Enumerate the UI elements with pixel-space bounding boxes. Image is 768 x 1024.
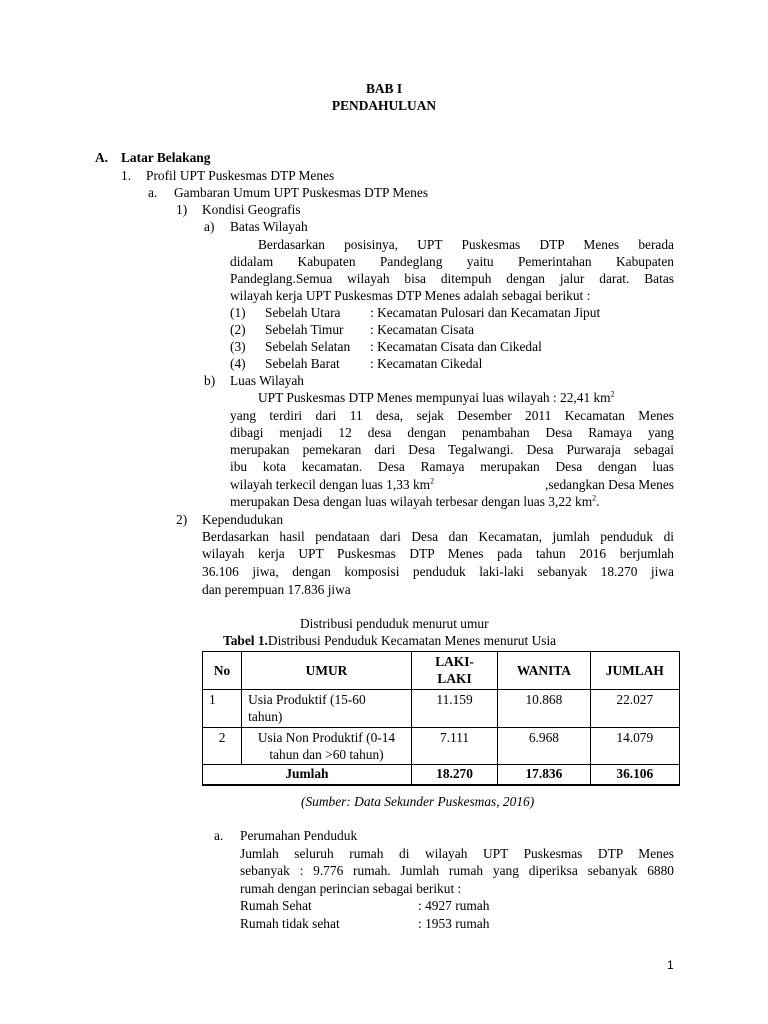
- cell-laki: 7.111: [411, 728, 497, 765]
- paragraph-line: Berdasarkan posisinya, UPT Puskesmas DTP Menes berada: [258, 237, 674, 252]
- item-title-geografis: Kondisi Geografis: [202, 202, 301, 217]
- paragraph-line: sebanyak : 9.776 rumah. Jumlah rumah yang diperiksa sebanyak 6880: [240, 863, 674, 878]
- paragraph-line: yang terdiri dari 11 desa, sejak Desember 2011 Kecamatan Menes: [230, 408, 674, 423]
- paragraph-line: Jumlah seluruh rumah di wilayah UPT Puskesmas DTP Menes: [240, 846, 674, 861]
- paragraph-line: Berdasarkan hasil pendataan dari Desa dan Kecamatan, jumlah penduduk di: [202, 529, 674, 544]
- total-jumlah: 36.106: [590, 764, 679, 785]
- section-marker: A.: [95, 150, 109, 165]
- cell-no: 1: [203, 690, 242, 728]
- border-list-number: (2): [230, 322, 246, 337]
- total-laki: 18.270: [411, 764, 497, 785]
- cell-umur: Usia Non Produktif (0-14 tahun dan >60 tahun): [242, 728, 412, 765]
- point-marker: a.: [148, 185, 158, 200]
- border-list-value: : Kecamatan Cisata dan Cikedal: [370, 339, 542, 354]
- housing-value: : 1953 rumah: [418, 916, 490, 931]
- border-list-direction: Sebelah Selatan: [265, 339, 351, 354]
- total-label: Jumlah: [203, 764, 412, 785]
- header-umur: UMUR: [242, 652, 412, 690]
- chapter-title: PENDAHULUAN: [331, 98, 437, 113]
- point-title-perumahan: Perumahan Penduduk: [240, 828, 358, 843]
- paragraph-line: wilayah kerja UPT Puskesmas DTP Menes adalah sebagai berikut :: [230, 288, 591, 303]
- cell-jumlah: 14.079: [590, 728, 679, 765]
- table-caption: Tabel 1.Distribusi Penduduk Kecamatan Menes menurut Usia: [223, 633, 557, 648]
- border-list-direction: Sebelah Utara: [265, 305, 341, 320]
- cell-wanita: 10.868: [498, 690, 590, 728]
- subitem-title-luas: Luas Wilayah: [230, 373, 304, 388]
- paragraph-line: ibu kota kecamatan. Desa Ramaya merupakan Desa dengan luas: [230, 459, 674, 474]
- border-list-number: (4): [230, 356, 246, 371]
- section-title: Latar Belakang: [121, 150, 211, 165]
- subitem-marker: b): [204, 373, 216, 388]
- paragraph-line: merupakan pemekaran dari Desa Tegalwangi. Desa Purwaraja sebagai: [230, 442, 674, 457]
- cell-jumlah: 22.027: [590, 690, 679, 728]
- population-table: [202, 651, 680, 786]
- header-no: No: [203, 652, 242, 690]
- border-list-number: (1): [230, 305, 246, 320]
- subsection-marker: 1.: [121, 168, 132, 183]
- chapter-number: BAB I: [365, 81, 403, 96]
- housing-label: Rumah tidak sehat: [240, 916, 340, 931]
- header-laki: LAKI- LAKI: [411, 652, 497, 690]
- table-row: [203, 690, 680, 728]
- paragraph-line: dan perempuan 17.836 jiwa: [202, 582, 351, 597]
- paragraph-line: Pandeglang.Semua wilayah bisa ditempuh dengan jalur darat. Batas: [230, 271, 674, 286]
- cell-wanita: 6.968: [498, 728, 590, 765]
- paragraph-line: rumah dengan perincian sebagai berikut :: [240, 881, 462, 896]
- housing-label: Rumah Sehat: [240, 898, 312, 913]
- paragraph-line: dibagi menjadi 12 desa dengan penambahan Desa Ramaya yang: [230, 425, 674, 440]
- border-list-direction: Sebelah Barat: [265, 356, 340, 371]
- subsection-title: Profil UPT Puskesmas DTP Menes: [146, 168, 335, 183]
- total-wanita: 17.836: [498, 764, 590, 785]
- table-total-row: [203, 764, 680, 785]
- subitem-marker: a): [204, 219, 215, 234]
- table-source: (Sumber: Data Sekunder Puskesmas, 2016): [301, 794, 535, 809]
- item-title-kependudukan: Kependudukan: [202, 512, 284, 527]
- table-row: [203, 728, 680, 765]
- border-list-value: : Kecamatan Pulosari dan Kecamatan Jiput: [370, 305, 601, 320]
- border-list-value: : Kecamatan Cisata: [370, 322, 475, 337]
- page-number: 1: [667, 958, 674, 972]
- border-list-direction: Sebelah Timur: [265, 322, 344, 337]
- border-list-value: : Kecamatan Cikedal: [370, 356, 483, 371]
- subitem-title-batas: Batas Wilayah: [230, 219, 308, 234]
- paragraph-line: UPT Puskesmas DTP Menes mempunyai luas wilayah : 22,41 $km^2$: [258, 389, 615, 405]
- paragraph-line: didalam Kabupaten Pandeglang yaitu Pemerintahan Kabupaten: [230, 254, 674, 269]
- item-marker: 2): [176, 512, 188, 527]
- header-jumlah: JUMLAH: [590, 652, 679, 690]
- border-list-number: (3): [230, 339, 246, 354]
- cell-no: 2: [203, 728, 242, 765]
- cell-laki: 11.159: [411, 690, 497, 728]
- point-title: Gambaran Umum UPT Puskesmas DTP Menes: [174, 185, 429, 200]
- paragraph-line: wilayah terkecil dengan luas 1,33 $km^2$ ,sedangkan Desa Menes: [230, 476, 674, 492]
- paragraph-line: wilayah kerja UPT Puskesmas DTP Menes pada tahun 2016 berjumlah: [202, 546, 674, 561]
- paragraph-line: merupakan Desa dengan luas wilayah terbesar dengan luas 3,22 $km^2$.: [230, 493, 600, 509]
- paragraph-line: 36.106 jiwa, dengan komposisi penduduk laki-laki sebanyak 18.270 jiwa: [202, 564, 674, 579]
- item-marker: 1): [176, 202, 188, 217]
- point-marker: a.: [214, 828, 224, 843]
- table-header-row: [203, 652, 680, 690]
- table-heading: Distribusi penduduk menurut umur: [300, 616, 489, 631]
- header-wanita: WANITA: [498, 652, 590, 690]
- cell-umur: Usia Produktif (15-60 tahun): [242, 690, 412, 728]
- housing-value: : 4927 rumah: [418, 898, 490, 913]
